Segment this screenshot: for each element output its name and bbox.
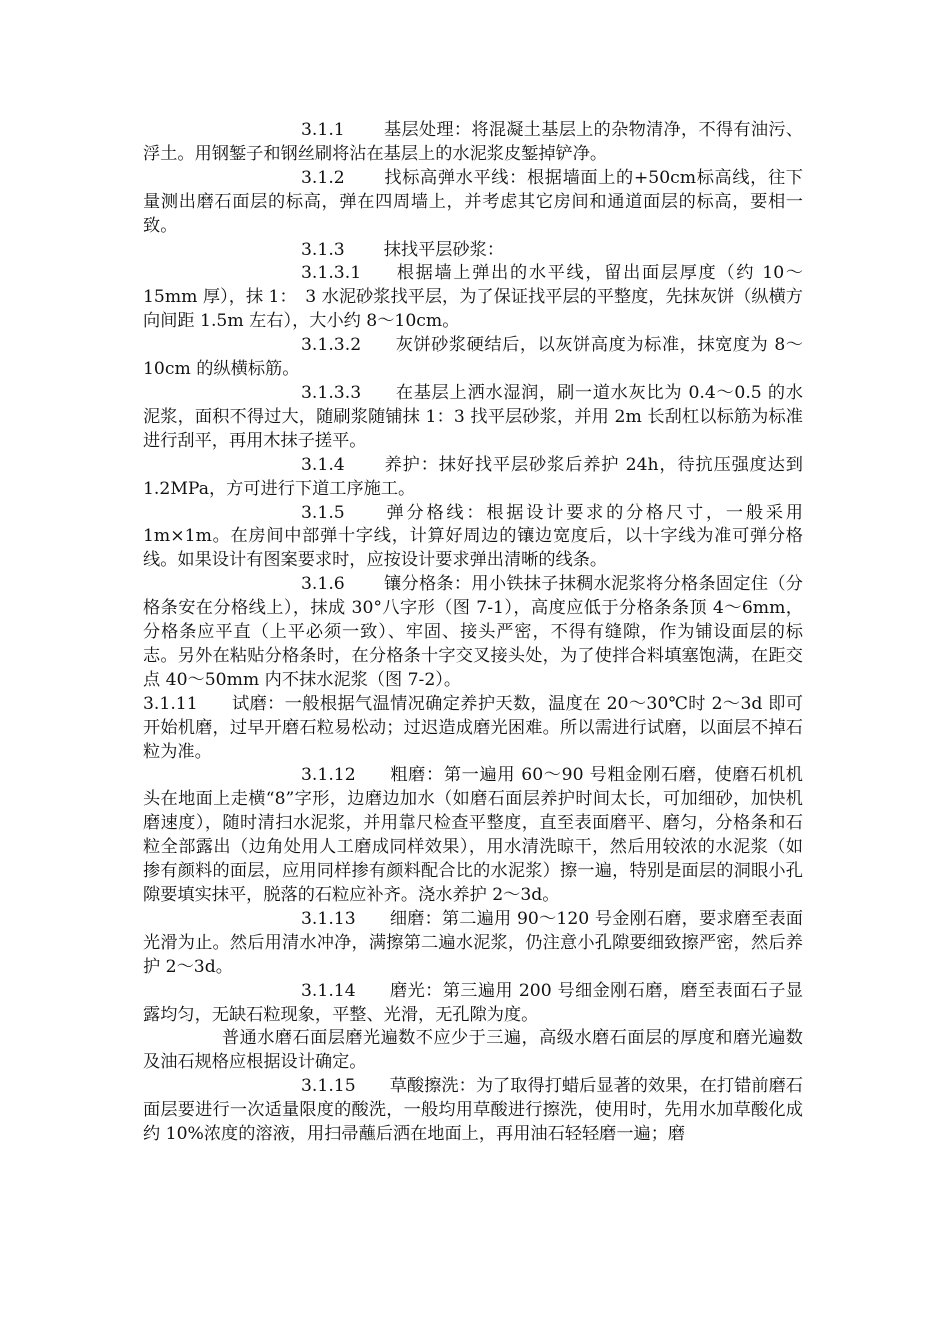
paragraph-3-1-3 [143,239,803,263]
paragraph-text: 基层处理：将混凝土基层上的杂物清净，不得有油污、浮土。用钢錾子和钢丝刷将沾在基层上的水泥浆皮錾掉铲净。 [143,120,803,164]
paragraph-text: 在基层上洒水湿润，刷一道水灰比为 0.4～0.5 的水泥浆，面积不得过大，随刷浆随铺抹 1：3 找平层砂浆，并用 2m 长刮杠以标筋为标准进行刮平，再用木抹子搓平。 [143,382,803,451]
paragraph-text: 弹分格线：根据设计要求的分格尺寸，一般采用 1m×1m。在房间中部弹十字线，计算好周边的镶边宽度后，以十字线为准可弹分格线。如果设计有图案要求时，应按设计要求弹出清晰的线条。 [143,502,803,571]
paragraph-text: 找标高弹水平线：根据墙面上的+50cm标高线，往下量测出磨石面层的标高，弹在四周墙上，并考虑其它房间和通道面层的标高，要相一致。 [143,167,803,236]
section-number: 3.1.15 [301,1076,356,1097]
paragraph-3-1-1 [143,119,803,167]
paragraph-text: 养护：抹好找平层砂浆后养护 24h，待抗压强度达到 1.2MPa，方可进行下道工序施工。 [143,454,803,499]
paragraph-3-1-3-3 [143,382,803,454]
paragraph-3-1-14 [143,980,803,1028]
section-number: 3.1.12 [301,765,356,786]
paragraph-text: 粗磨：第一遍用 60～90 号粗金刚石磨，使磨石机机头在地面上走横“8”字形，边磨边加水（如磨石面层养护时间太长，可加细砂，加快机磨速度），随时清扫水泥浆，并用靠尺检查平整度，直至表面磨平、磨匀，分格条和石粒全部露出（边角处用人工磨成同样效果），用水清洗晾干，然后用较浓的水泥浆（如掺有颜料的面层，应用同样掺有颜料配合比的水泥浆）擦一遍，特别是面层的洞眼小孔隙要填实抹平，脱落的石粒应补齐。浇水养护 2～3d。 [143,765,803,905]
section-number: 3.1.5 [301,502,345,523]
paragraph-3-1-13 [143,908,803,980]
paragraph-3-1-15 [143,1075,803,1147]
paragraph-3-1-3-2 [143,334,803,382]
section-number: 3.1.3.1 [301,263,362,284]
paragraph-text: 普通水磨石面层磨光遍数不应少于三遍，高级水磨石面层的厚度和磨光遍数及油石规格应根据设计确定。 [143,1028,803,1073]
section-number: 3.1.11 [143,693,198,714]
paragraph-3-1-6 [143,573,803,693]
paragraph-note [143,1027,803,1075]
paragraph-3-1-3-1 [143,262,803,334]
section-number: 3.1.2 [301,167,345,188]
section-number: 3.1.3.3 [301,382,362,403]
section-number: 3.1.3.2 [301,335,362,356]
section-number: 3.1.6 [301,574,345,595]
section-number: 3.1.13 [301,908,356,929]
section-number: 3.1.4 [301,454,345,475]
paragraph-text: 镶分格条：用小铁抹子抹稠水泥浆将分格条固定住（分格条安在分格线上），抹成 30°八字形（图 7-1），高度应低于分格条条顶 4～6mm，分格条应平直（上平必须一致）、牢固、接头严密，不得有缝隙，作为铺设面层的标志。另外在粘贴分格条时，在分格条十字交叉接头处，为了使拌合料填塞饱满，在距交点 40～50mm 内不抹水泥浆（图 7-2）。 [143,574,803,690]
paragraph-text: 磨光：第三遍用 200 号细金刚石磨，磨至表面石子显露均匀，无缺石粒现象，平整、光滑，无孔隙为度。 [143,980,803,1025]
section-number: 3.1.1 [301,120,345,140]
paragraph-text: 根据墙上弹出的水平线，留出面层厚度（约 10～15mm 厚），抹 1： 3 水泥砂浆找平层，为了保证找平层的平整度，先抹灰饼（纵横方向间距 1.5m 左右），大小约 8～10cm。 [143,263,803,332]
section-number: 3.1.14 [301,980,356,1001]
paragraph-3-1-11 [143,693,803,765]
section-number: 3.1.3 [301,239,345,260]
paragraph-3-1-2 [143,167,803,239]
document-body [143,119,803,1147]
paragraph-text: 草酸擦洗：为了取得打蜡后显著的效果，在打错前磨石面层要进行一次适量限度的酸洗，一般均用草酸进行擦洗，使用时，先用水加草酸化成约 10%浓度的溶液，用扫帚蘸后洒在地面上，再用油石轻轻磨一遍；磨 [143,1076,803,1145]
paragraph-text: 灰饼砂浆硬结后，以灰饼高度为标准，抹宽度为 8～10cm 的纵横标筋。 [143,335,803,380]
paragraph-text: 试磨：一般根据气温情况确定养护天数，温度在 20～30℃时 2～3d 即可开始机磨，过早开磨石粒易松动；过迟造成磨光困难。所以需进行试磨，以面层不掉石粒为准。 [143,693,803,762]
paragraph-3-1-12 [143,764,803,907]
paragraph-3-1-4 [143,454,803,502]
paragraph-text: 细磨：第二遍用 90～120 号金刚石磨，要求磨至表面光滑为止。然后用清水冲净，满擦第二遍水泥浆，仍注意小孔隙要细致擦严密，然后养护 2～3d。 [143,908,803,977]
paragraph-3-1-5 [143,502,803,574]
paragraph-text: 抹找平层砂浆： [383,239,505,260]
